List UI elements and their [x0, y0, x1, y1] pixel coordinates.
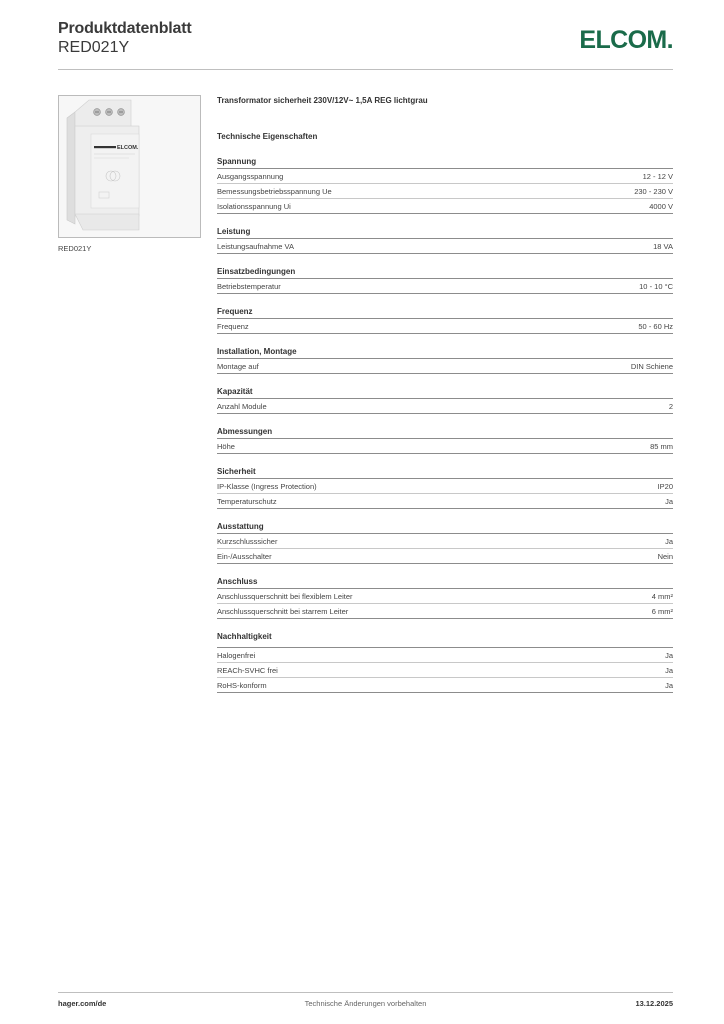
group-title: Installation, Montage	[217, 347, 673, 359]
spec-value: Ja	[665, 665, 673, 675]
spec-row	[217, 319, 673, 334]
group-title: Frequenz	[217, 307, 673, 319]
spec-row	[217, 663, 673, 678]
spec-group-spannung	[217, 157, 673, 214]
spec-row	[217, 604, 673, 619]
spec-label: REACh-SVHC frei	[217, 665, 278, 675]
spec-value: 6 mm²	[651, 606, 673, 616]
spec-row	[217, 589, 673, 604]
spec-group-leistung	[217, 227, 673, 254]
spec-label: Leistungsaufnahme VA	[217, 241, 294, 251]
spec-value: Ja	[665, 680, 673, 690]
spec-row	[217, 678, 673, 693]
group-title: Sicherheit	[217, 467, 673, 479]
product-image	[58, 95, 201, 238]
product-code: RED021Y	[58, 39, 130, 56]
spec-label: Kurzschlusssicher	[217, 536, 278, 546]
device-brand-label: ELCOM.	[117, 145, 139, 151]
spec-value: 12 - 12 V	[642, 171, 673, 181]
page-header	[58, 20, 673, 70]
spec-row	[217, 169, 673, 184]
group-title: Kapazität	[217, 387, 673, 399]
spec-label: Anschlussquerschnitt bei starrem Leiter	[217, 606, 349, 616]
disclaimer: Technische Änderungen vorbehalten	[304, 999, 427, 1008]
website-link[interactable]: hager.com/de	[58, 999, 107, 1008]
spec-label: Temperaturschutz	[217, 496, 277, 506]
spec-value: 18 VA	[653, 241, 673, 251]
spec-label: Frequenz	[217, 321, 249, 331]
spec-row	[217, 648, 673, 663]
spec-label: Betriebstemperatur	[217, 281, 281, 291]
group-title: Ausstattung	[217, 522, 673, 534]
spec-value: 85 mm	[650, 441, 673, 451]
specifications-panel	[217, 96, 673, 693]
spec-value: 4 mm²	[651, 591, 673, 601]
spec-group-kapazitaet	[217, 387, 673, 414]
spec-value: Ja	[665, 650, 673, 660]
spec-group-sicherheit	[217, 467, 673, 509]
spec-value: 10 - 10 °C	[639, 281, 673, 291]
spec-row	[217, 479, 673, 494]
document-date: 13.12.2025	[635, 999, 673, 1008]
spec-value: Nein	[657, 551, 673, 561]
group-title: Einsatzbedingungen	[217, 267, 673, 279]
spec-value: 4000 V	[649, 201, 673, 211]
spec-group-anschluss	[217, 577, 673, 619]
spec-row	[217, 239, 673, 254]
elcom-logo: ELCOM.	[579, 26, 673, 54]
spec-row	[217, 494, 673, 509]
spec-row	[217, 199, 673, 214]
page-footer	[58, 992, 673, 1012]
spec-label: Bemessungsbetriebsspannung Ue	[217, 186, 332, 196]
spec-value: 50 - 60 Hz	[638, 321, 673, 331]
spec-value: DIN Schiene	[630, 361, 673, 371]
section-heading: Technische Eigenschaften	[217, 132, 318, 141]
group-title: Anschluss	[217, 577, 673, 589]
spec-label: Isolationsspannung Ui	[217, 201, 291, 211]
spec-row	[217, 359, 673, 374]
spec-row	[217, 549, 673, 564]
spec-label: Höhe	[217, 441, 235, 451]
spec-row	[217, 184, 673, 199]
spec-row	[217, 534, 673, 549]
image-caption: RED021Y	[58, 244, 92, 253]
spec-label: Halogenfrei	[217, 650, 256, 660]
group-title: Abmessungen	[217, 427, 673, 439]
spec-label: Ausgangsspannung	[217, 171, 284, 181]
spec-label: Montage auf	[217, 361, 259, 371]
group-title: Spannung	[217, 157, 673, 169]
spec-label: Anschlussquerschnitt bei flexiblem Leiter	[217, 591, 353, 601]
spec-value: 2	[668, 401, 673, 411]
spec-value: IP20	[657, 481, 673, 491]
spec-group-frequenz	[217, 307, 673, 334]
spec-row	[217, 279, 673, 294]
spec-label: Ein-/Ausschalter	[217, 551, 272, 561]
group-title: Nachhaltigkeit	[217, 632, 673, 648]
transformer-device-illustration	[59, 96, 200, 237]
document-title: Produktdatenblatt	[58, 20, 192, 37]
spec-group-ausstattung	[217, 522, 673, 564]
spec-label: RoHS-konform	[217, 680, 267, 690]
spec-label: IP-Klasse (Ingress Protection)	[217, 481, 317, 491]
spec-value: Ja	[665, 496, 673, 506]
spec-group-nachhaltigkeit	[217, 632, 673, 693]
spec-row	[217, 399, 673, 414]
spec-label: Anzahl Module	[217, 401, 267, 411]
spec-group-installation	[217, 347, 673, 374]
spec-group-einsatzbedingungen	[217, 267, 673, 294]
group-title: Leistung	[217, 227, 673, 239]
product-title: Transformator sicherheit 230V/12V~ 1,5A REG lichtgrau	[217, 96, 428, 105]
spec-row	[217, 439, 673, 454]
spec-value: 230 - 230 V	[634, 186, 673, 196]
spec-group-abmessungen	[217, 427, 673, 454]
spec-value: Ja	[665, 536, 673, 546]
